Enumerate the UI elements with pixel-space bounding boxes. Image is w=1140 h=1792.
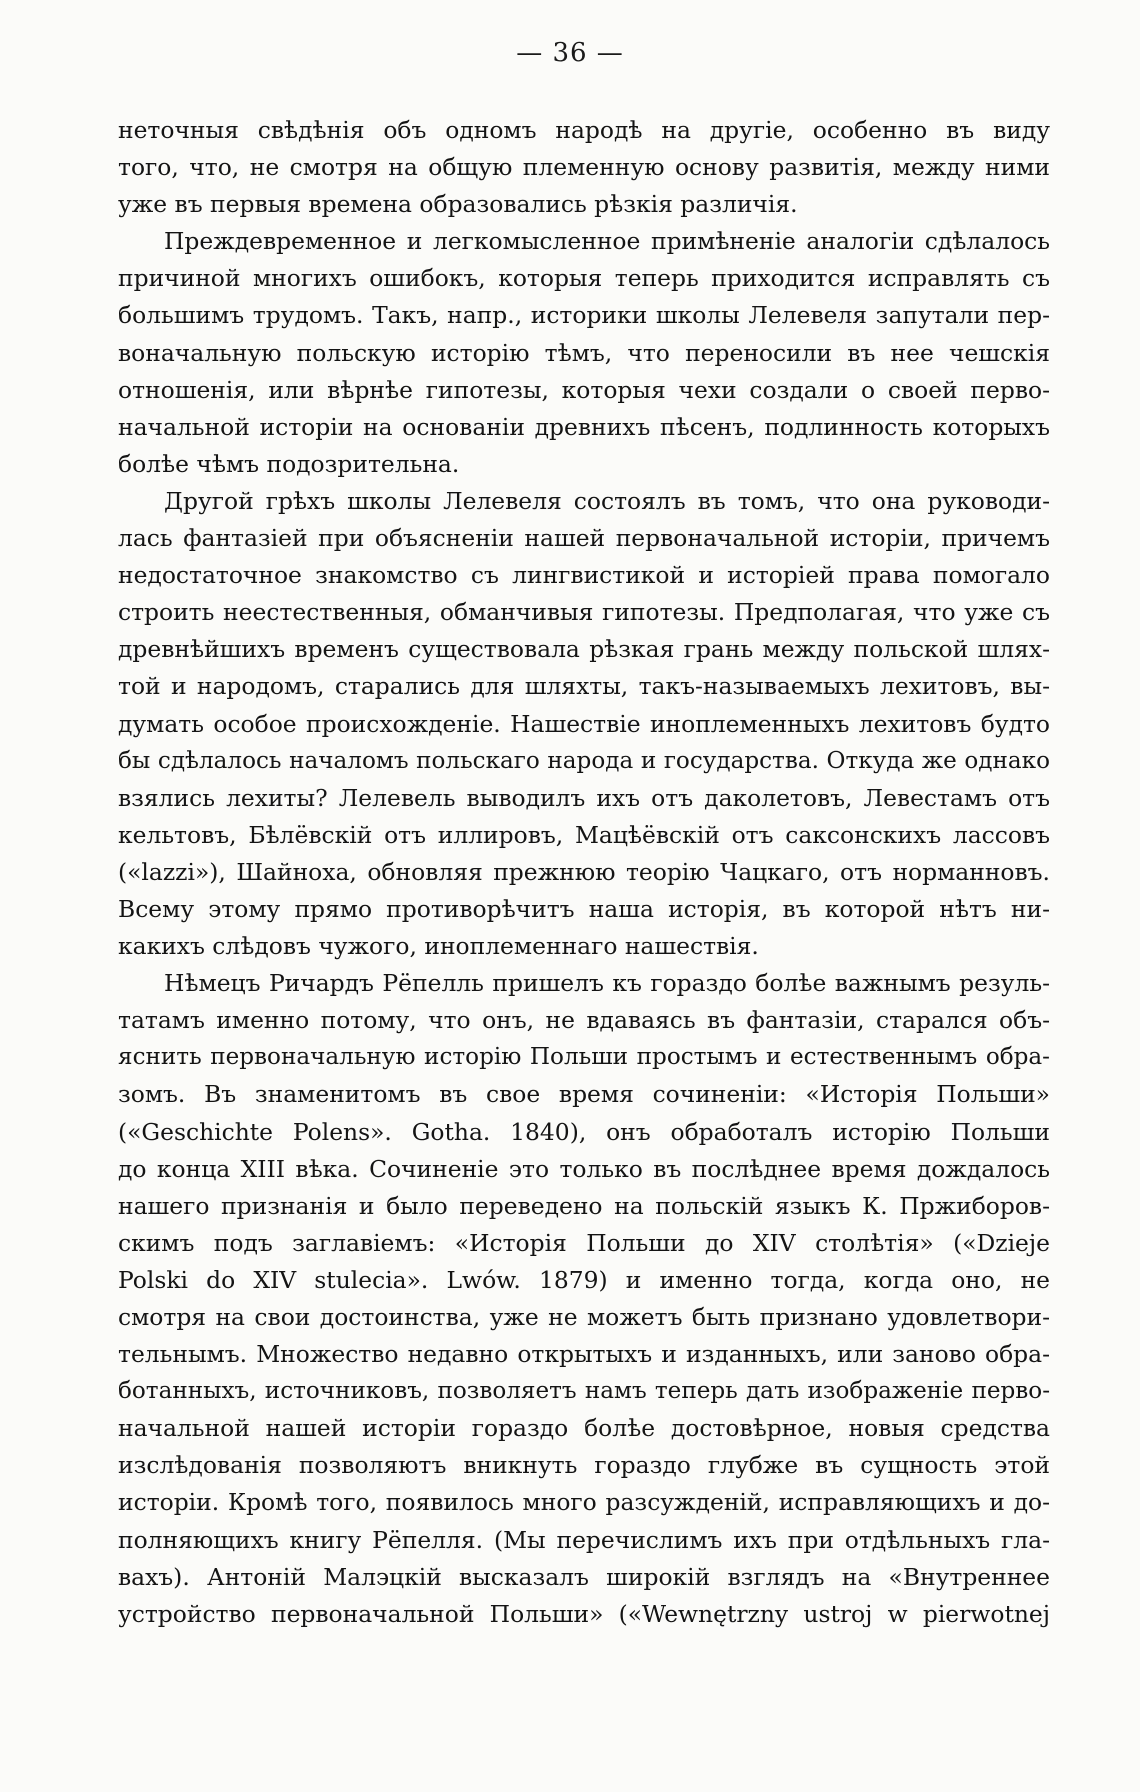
- text-line: Нѣмецъ Ричардъ Рёпелль пришелъ къ гораздо болѣе важнымъ резуль-: [164, 969, 1050, 998]
- text-line: начальной нашей исторіи гораздо болѣе достовѣрное, новыя средства: [118, 1414, 1050, 1443]
- text-line: того, что, не смотря на общую племенную основу развитія, между ними: [118, 153, 1050, 182]
- paragraph-1: [118, 112, 1050, 223]
- text-line: тельнымъ. Множество недавно открытыхъ и изданныхъ, или заново обра-: [118, 1340, 1050, 1369]
- text-line: устройство первоначальной Польши» («Wewnętrzny ustroj w pierwotnej: [118, 1599, 1050, 1628]
- body-text: [118, 112, 1050, 1633]
- text-line: ботанныхъ, источниковъ, позволяетъ намъ теперь дать изображеніе перво-: [118, 1378, 1050, 1405]
- text-line: недостаточное знакомство съ лингвистикой и исторіей права помогало: [118, 561, 1050, 590]
- text-line: уже въ первыя времена образовались рѣзкія различія.: [118, 190, 798, 219]
- text-line: исторіи. Кромѣ того, появилось много разсужденій, исправляющихъ и до-: [118, 1488, 1050, 1517]
- text-line: взялись лехиты? Лелевель выводилъ ихъ отъ даколетовъ, Левестамъ отъ: [118, 783, 1050, 812]
- text-line: («Geschichte Polens». Gotha. 1840), онъ обработалъ исторію Польши: [118, 1117, 1050, 1146]
- text-line: яснить первоначальную исторію Польши простымъ и естественнымъ обра-: [118, 1044, 1050, 1071]
- text-line: неточныя свѣдѣнія объ одномъ народѣ на другіе, особенно въ виду: [118, 116, 1050, 144]
- paragraph-2: [118, 223, 1050, 483]
- text-line: воначальную польскую исторію тѣмъ, что переносили въ нее чешскія: [118, 338, 1050, 367]
- text-line: болѣе чѣмъ подозрительна.: [118, 449, 460, 478]
- text-line: изслѣдованія позволяютъ вникнуть гораздо глубже въ сущность этой: [118, 1451, 1050, 1480]
- text-line: Всему этому прямо противорѣчитъ наша исторія, въ которой нѣтъ ни-: [118, 894, 1050, 923]
- text-line: думать особое происхожденіе. Нашествіе иноплеменныхъ лехитовъ будто: [118, 709, 1050, 738]
- text-line: скимъ подъ заглавіемъ: «Исторія Польши до XIV столѣтія» («Dzieje: [118, 1228, 1050, 1257]
- text-line: древнѣйшихъ временъ существовала рѣзкая грань между польской шлях-: [118, 635, 1050, 664]
- paragraph-3: [118, 483, 1050, 965]
- page-number: — 36 —: [516, 38, 624, 68]
- text-line: зомъ. Въ знаменитомъ въ свое время сочиненіи: «Исторія Польши»: [118, 1080, 1050, 1109]
- text-line: строить неестественныя, обманчивыя гипотезы. Предполагая, что уже съ: [118, 598, 1050, 627]
- text-line: кельтовъ, Бѣлёвскій отъ иллировъ, Мацѣёвскій отъ саксонскихъ лассовъ: [118, 820, 1050, 849]
- text-line: («lazzi»), Шайноха, обновляя прежнюю теорію Чацкаго, отъ норманновъ.: [118, 857, 1050, 886]
- text-line: Другой грѣхъ школы Лелевеля состоялъ въ томъ, что она руководи-: [164, 486, 1050, 515]
- text-line: большимъ трудомъ. Такъ, напр., историки школы Лелевеля запутали пер-: [118, 301, 1050, 330]
- text-line: лась фантазіей при объясненіи нашей первоначальной исторіи, причемъ: [118, 524, 1050, 553]
- text-line: полняющихъ книгу Рёпелля. (Мы перечислимъ ихъ при отдѣльныхъ гла-: [118, 1525, 1050, 1554]
- text-line: начальной исторіи на основаніи древнихъ пѣсенъ, подлинность которыхъ: [118, 412, 1050, 441]
- text-line: причиной многихъ ошибокъ, которыя теперь приходится исправлять съ: [118, 264, 1050, 293]
- text-line: отношенія, или вѣрнѣе гипотезы, которыя чехи создали о своей перво-: [118, 375, 1050, 404]
- text-line: бы сдѣлалось началомъ польскаго народа и государства. Откуда же однако: [118, 747, 1050, 774]
- paragraph-4: [118, 965, 1050, 1633]
- text-line: вахъ). Антоній Малэцкій высказалъ широкій взглядъ на «Внутреннее: [118, 1562, 1050, 1591]
- text-line: татамъ именно потому, что онъ, не вдаваясь въ фантазіи, старался объ-: [118, 1006, 1050, 1035]
- text-line: нашего признанія и было переведено на польскій языкъ К. Пржиборов-: [118, 1191, 1050, 1220]
- text-line: Преждевременное и легкомысленное примѣненіе аналогіи сдѣлалось: [164, 227, 1050, 256]
- text-line: какихъ слѣдовъ чужого, иноплеменнаго нашествія.: [118, 932, 759, 961]
- text-line: той и народомъ, старались для шляхты, такъ-называемыхъ лехитовъ, вы-: [118, 672, 1050, 701]
- text-line: смотря на свои достоинства, уже не можетъ быть признано удовлетвори-: [118, 1303, 1050, 1331]
- text-line: до конца XIII вѣка. Сочиненіе это только въ послѣднее время дождалось: [118, 1154, 1050, 1183]
- text-line: Polski do XIV stulecia». Lwów. 1879) и именно тогда, когда оно, не: [118, 1265, 1050, 1294]
